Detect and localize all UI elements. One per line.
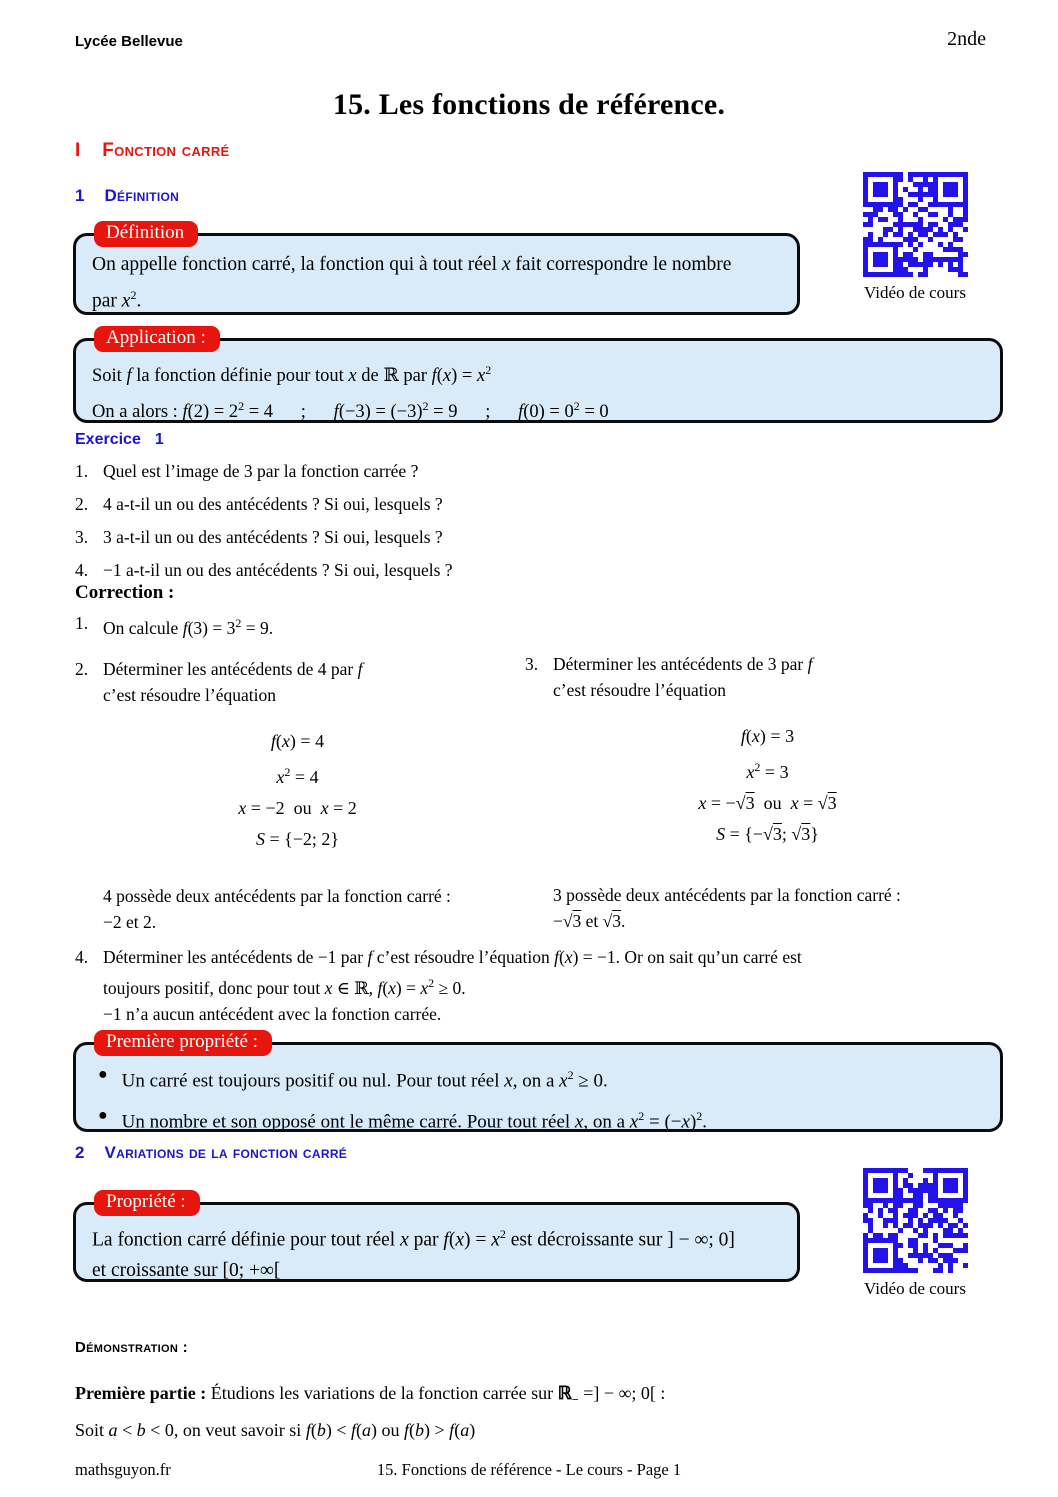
- property-callout: [73, 1191, 800, 1282]
- first-property-callout: [73, 1031, 1003, 1133]
- equation-block: [525, 721, 1010, 850]
- property-text: La fonction carré définie pour tout réel x par $f(x) = x^2$ est décroissante sur ] − ∞; 0] et croissante sur [0; +∞[: [92, 1227, 735, 1281]
- demonstration-text: Première partie : Étudions les variations de la fonction carrée sur ℝ$_-$ =] − ∞; 0[ : Soit a < b < 0, on veut savoir si f(b) < f(a) ou f(b) > f(a): [75, 1383, 666, 1440]
- exercise-heading: [75, 431, 164, 449]
- list-item: [75, 558, 775, 582]
- correction-item-1: [75, 611, 675, 640]
- page-title: 15. Les fonctions de référence.: [332, 88, 726, 121]
- bullet-dot: ●: [98, 1107, 108, 1125]
- column-intro: [75, 656, 520, 708]
- item-text: On calcule $f(3) = 3^2 = 9$.: [103, 616, 274, 638]
- equation-line: x = −2 ou x = 2: [238, 798, 357, 818]
- equation-block: [75, 726, 520, 855]
- equation-line: $x^2 = 4$: [276, 765, 319, 787]
- exercise-list: [75, 459, 775, 582]
- item-number: 4.: [75, 947, 89, 967]
- item-text: Déterminer les antécédents de 4 par f c’est résoudre l’équation: [103, 659, 363, 705]
- subsection-heading-definition: [75, 186, 179, 206]
- callout-badge-definition: Définition: [94, 221, 198, 247]
- subsection-title: Variations de la fonction carré: [104, 1143, 348, 1162]
- item-number: 2.: [75, 494, 89, 514]
- item-number: 1.: [75, 461, 89, 481]
- header-grade: 2nde: [947, 28, 986, 50]
- equation-line: $x^2 = 3$: [746, 760, 789, 782]
- list-item: [75, 525, 775, 549]
- qr-code-icon: [863, 1168, 968, 1273]
- footer-page-info: 15. Fonctions de référence - Le cours - Page 1: [376, 1460, 682, 1479]
- subsection-title: Définition: [104, 186, 180, 205]
- conclusion-text: 4 possède deux antécédents par la fonction carré : −2 et 2.: [103, 886, 451, 932]
- demonstration-heading: Démonstration :: [75, 1339, 188, 1356]
- callout-badge-application: Application :: [94, 326, 220, 352]
- exercise-number: 1: [154, 431, 164, 448]
- exercise-label: Exercice: [75, 431, 141, 448]
- qr-code-icon: [863, 172, 968, 277]
- subsection-number: 2: [75, 1143, 85, 1162]
- subsection-heading-variations: [75, 1143, 347, 1163]
- item-number: 3.: [75, 527, 89, 547]
- bullet-item: [92, 1104, 984, 1134]
- conclusion-text: 3 possède deux antécédents par la fonction carré : −√3 et √3.: [553, 885, 901, 931]
- definition-text: On appelle fonction carré, la fonction qui à tout réel x fait correspondre le nombre par $x^2$.: [92, 254, 732, 312]
- section-heading-fonction-carre: [75, 140, 230, 162]
- footer: [0, 1460, 1058, 1480]
- bullet-item: [92, 1063, 984, 1093]
- bullet-text: Un nombre et son opposé ont le même carré. Pour tout réel x, on a $x^2 = (-x)^2$.: [121, 1109, 708, 1133]
- item-text: −1 a-t-il un ou des antécédents ? Si oui, lesquels ?: [103, 560, 453, 580]
- item-number: 2.: [75, 659, 89, 679]
- equation-line: x = −√3 ou x = √3: [698, 793, 837, 813]
- item-number: 1.: [75, 613, 89, 633]
- item-text: Déterminer les antécédents de 3 par f c’est résoudre l’équation: [553, 654, 813, 700]
- callout-badge-property: Propriété :: [94, 1190, 200, 1216]
- item-text: Déterminer les antécédents de −1 par f c’est résoudre l’équation f(x) = −1. Or on sait qu’un carré est toujours positif, donc pour tout x ∈ ℝ, $f(x) = x^2 \ge 0$. −1 n’a aucun antécédent avec la fonction carrée.: [103, 947, 802, 1024]
- application-line-1: Soit f la fonction définie pour tout x de ℝ par $f(x) = x^2$: [92, 363, 492, 387]
- item-text: 4 a-t-il un ou des antécédents ? Si oui, lesquels ?: [103, 494, 443, 514]
- equation-line: S = {−2; 2}: [255, 829, 340, 849]
- qr-caption: Vidéo de cours: [864, 283, 966, 302]
- subsection-number: 1: [75, 186, 85, 205]
- equation-line: f(x) = 4: [270, 731, 325, 751]
- footer-site: mathsguyon.fr: [75, 1460, 171, 1479]
- bullet-text: Un carré est toujours positif ou nul. Pour tout réel x, on a $x^2 \ge 0$.: [121, 1068, 608, 1092]
- column-intro: [525, 651, 1010, 703]
- bullet-dot: ●: [98, 1066, 108, 1083]
- qr-caption: Vidéo de cours: [864, 1279, 966, 1298]
- list-item: [75, 492, 775, 516]
- section-number: I: [75, 140, 81, 161]
- definition-callout: [73, 222, 800, 315]
- correction-item-4: [75, 944, 1010, 1027]
- correction-heading: Correction :: [75, 582, 175, 603]
- application-callout: [73, 327, 1003, 423]
- item-number: 4.: [75, 560, 89, 580]
- application-line-2: On a alors : $f(2) = 2^2 = 4$ ; $f(-3) = (-3)^2 = 9$ ; $f(0) = 0^2 = 0$: [92, 399, 609, 423]
- video-link-block-2: [851, 1168, 979, 1299]
- list-item: [75, 459, 775, 483]
- correction-column-3: [525, 651, 1010, 934]
- header-school: Lycée Bellevue: [75, 33, 183, 50]
- correction-column-2: [75, 656, 520, 935]
- callout-badge-first-property: Première propriété :: [94, 1030, 272, 1056]
- item-number: 3.: [525, 654, 539, 674]
- item-text: 3 a-t-il un ou des antécédents ? Si oui, lesquels ?: [103, 527, 443, 547]
- equation-line: S = {−√3; √3}: [716, 824, 819, 844]
- video-link-block-1: [851, 172, 979, 303]
- equation-line: f(x) = 3: [740, 726, 795, 746]
- item-text: Quel est l’image de 3 par la fonction carrée ?: [103, 461, 419, 481]
- section-title: Fonction carré: [102, 140, 230, 161]
